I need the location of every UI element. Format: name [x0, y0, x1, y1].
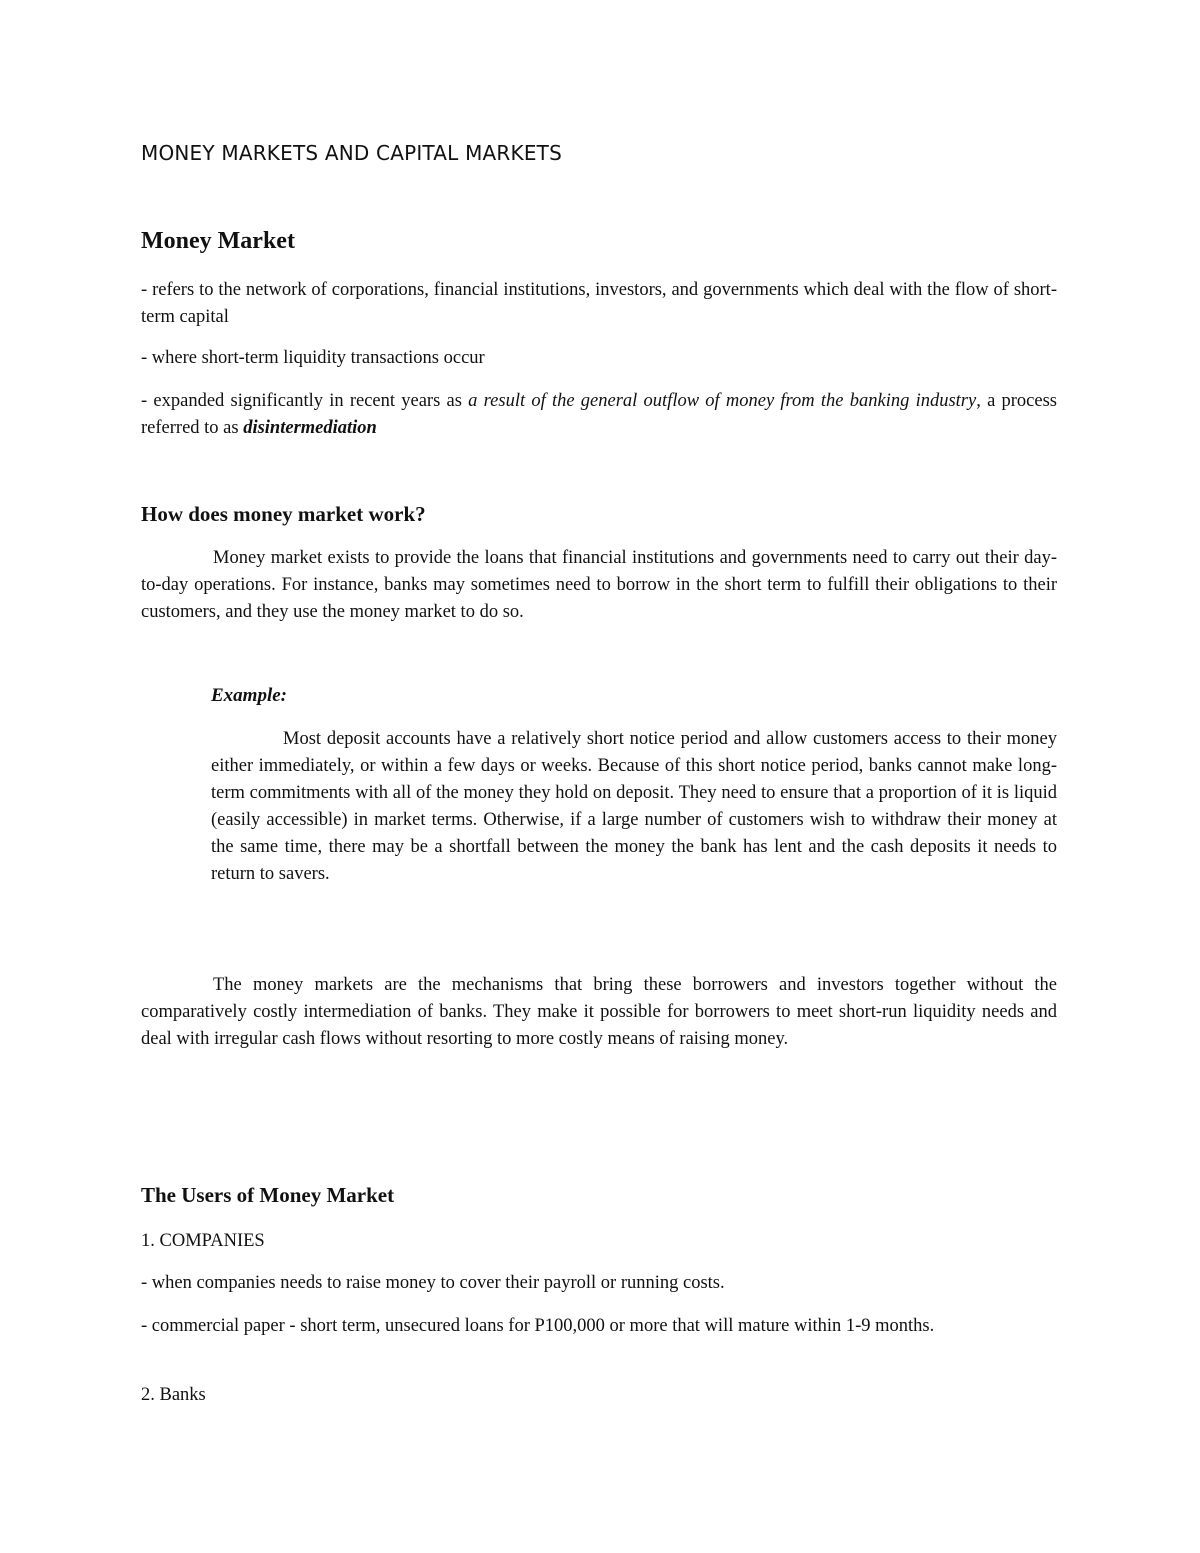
users-heading: The Users of Money Market — [141, 1183, 395, 1207]
disintermediation-term: disintermediation — [243, 418, 377, 438]
how-it-works-heading: How does money market work? — [141, 502, 426, 526]
money-market-bullet-3 — [141, 388, 1057, 442]
example-text: Most deposit accounts have a relatively short notice period and allow customers access to their money either immediately, or within a few days or weeks. Because of this short notice period, banks cannot make long-term commitments with all of the money they hold on deposit. They need to ensure that a proportion of it is liquid (easily accessible) in market terms. Otherwise, if a large number of customers wish to withdraw their money at the same time, there may be a shortfall between the money the bank has lent and the cash deposits it needs to return to savers. — [211, 729, 1057, 884]
companies-bullet-2: - commercial paper - short term, unsecured loans for P100,000 or more that will mature within 1-9 months. — [141, 1316, 935, 1336]
users-item-companies: 1. COMPANIES — [141, 1231, 265, 1251]
bullet-3-prefix: - expanded significantly in recent years as — [141, 391, 469, 411]
bullet-3-italic-phrase: a result of the general outflow of money from the banking industry — [468, 391, 977, 411]
how-it-works-paragraph: Money market exists to provide the loans that financial institutions and governments need to carry out their day-to-day operations. For instance, banks may sometimes need to borrow in the short term to fulfill their obligations to their customers, and they use the money market to do so. — [141, 548, 1057, 622]
bullet-3-middle: , a process referred to as — [141, 391, 1057, 438]
users-item-banks: 2. Banks — [141, 1385, 206, 1405]
money-market-bullet-1: - refers to the network of corporations, financial institutions, investors, and governments which deal with the flow of short-term capital — [141, 280, 1057, 327]
money-market-heading: Money Market — [141, 228, 295, 254]
money-market-bullet-2: - where short-term liquidity transactions occur — [141, 348, 485, 368]
money-markets-mechanism-paragraph: The money markets are the mechanisms that bring these borrowers and investors together without the comparatively costly intermediation of banks. They make it possible for borrowers to meet short-run liquidity needs and deal with irregular cash flows without resorting to more costly means of raising money. — [141, 975, 1057, 1049]
document-title: MONEY MARKETS AND CAPITAL MARKETS — [141, 141, 562, 165]
companies-bullet-1: - when companies needs to raise money to cover their payroll or running costs. — [141, 1273, 725, 1293]
example-label: Example: — [211, 685, 287, 706]
